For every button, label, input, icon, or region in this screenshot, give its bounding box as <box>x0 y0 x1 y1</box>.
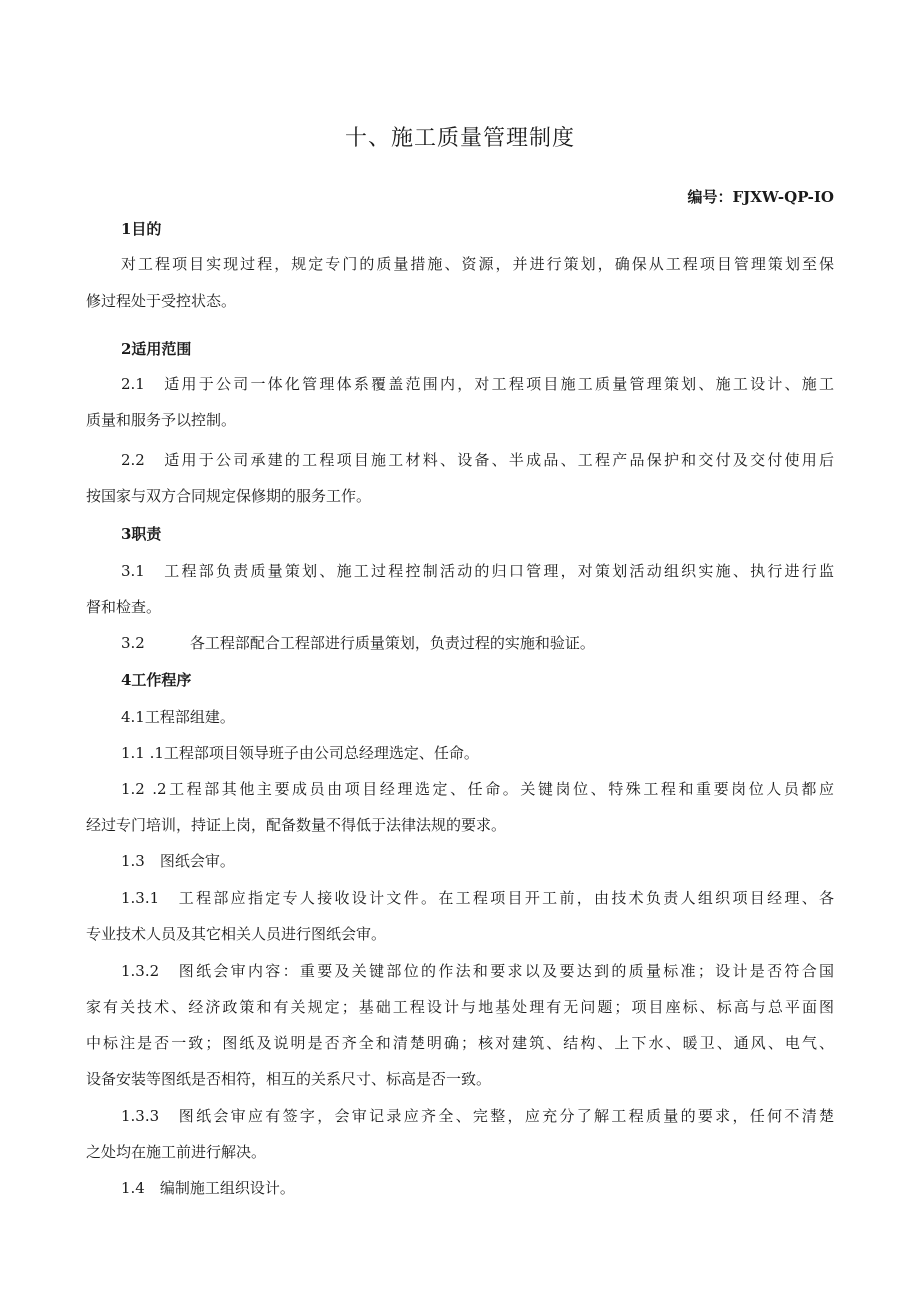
paragraph-line: 1.3.2 图纸会审内容：重要及关键部位的作法和要求以及要达到的质量标准；设计是否符合国 <box>121 962 834 980</box>
paragraph-line: 3.1 工程部负责质量策划、施工过程控制活动的归口管理，对策划活动组织实施、执行进行监 <box>121 562 834 580</box>
paragraph-line: 按国家与双方合同规定保修期的服务工作。 <box>86 487 372 505</box>
paragraph-line: 1.2 .2工程部其他主要成员由项目经理选定、任命。关键岗位、特殊工程和重要岗位人员都应 <box>121 780 834 798</box>
paragraph-line: 经过专门培训，持证上岗，配备数量不得低于法律法规的要求。 <box>86 816 507 834</box>
section-heading-purpose: 1目的 <box>121 220 162 238</box>
paragraph-line: 之处均在施工前进行解决。 <box>86 1143 267 1161</box>
paragraph-line: 设备安装等图纸是否相符，相互的关系尺寸、标高是否一致。 <box>86 1070 492 1088</box>
paragraph-line: 中标注是否一致；图纸及说明是否齐全和清楚明确；核对建筑、结构、上下水、暖卫、通风、电气、 <box>86 1034 834 1052</box>
document-number: 编号：FJXW-QP-IO <box>687 188 834 206</box>
paragraph-line: 1.3.1 工程部应指定专人接收设计文件。在工程项目开工前，由技术负责人组织项目经理、各 <box>121 889 834 907</box>
paragraph-line: 督和检查。 <box>86 598 162 616</box>
paragraph-line: 1.4 编制施工组织设计。 <box>121 1179 295 1197</box>
paragraph-line: 质量和服务予以控制。 <box>86 411 237 429</box>
paragraph-line: 专业技术人员及其它相关人员进行图纸会审。 <box>86 925 387 943</box>
page-title: 十、施工质量管理制度 <box>344 126 575 151</box>
paragraph-line: 1.1 .1工程部项目领导班子由公司总经理选定、任命。 <box>121 744 479 762</box>
paragraph-line: 修过程处于受控状态。 <box>86 292 237 310</box>
paragraph-line: 4.1工程部组建。 <box>121 708 235 726</box>
paragraph-line: 2.2 适用于公司承建的工程项目施工材料、设备、半成品、工程产品保护和交付及交付使用后 <box>121 451 834 469</box>
section-heading-scope: 2适用范围 <box>121 340 192 358</box>
paragraph-line: 对工程项目实现过程，规定专门的质量措施、资源，并进行策划，确保从工程项目管理策划至保 <box>121 255 834 273</box>
section-heading-procedure: 4工作程序 <box>121 671 192 689</box>
paragraph-line: 1.3 图纸会审。 <box>121 852 235 870</box>
paragraph-line: 家有关技术、经济政策和有关规定；基础工程设计与地基处理有无问题；项目座标、标高与总平面图 <box>86 998 834 1016</box>
paragraph-line: 2.1 适用于公司一体化管理体系覆盖范围内，对工程项目施工质量管理策划、施工设计、施工 <box>121 375 834 393</box>
paragraph-line: 1.3.3 图纸会审应有签字，会审记录应齐全、完整，应充分了解工程质量的要求，任何不清楚 <box>121 1107 834 1125</box>
section-heading-responsibilities: 3职责 <box>121 525 162 543</box>
paragraph-line: 3.2 各工程部配合工程部进行质量策划，负责过程的实施和验证。 <box>121 634 595 652</box>
